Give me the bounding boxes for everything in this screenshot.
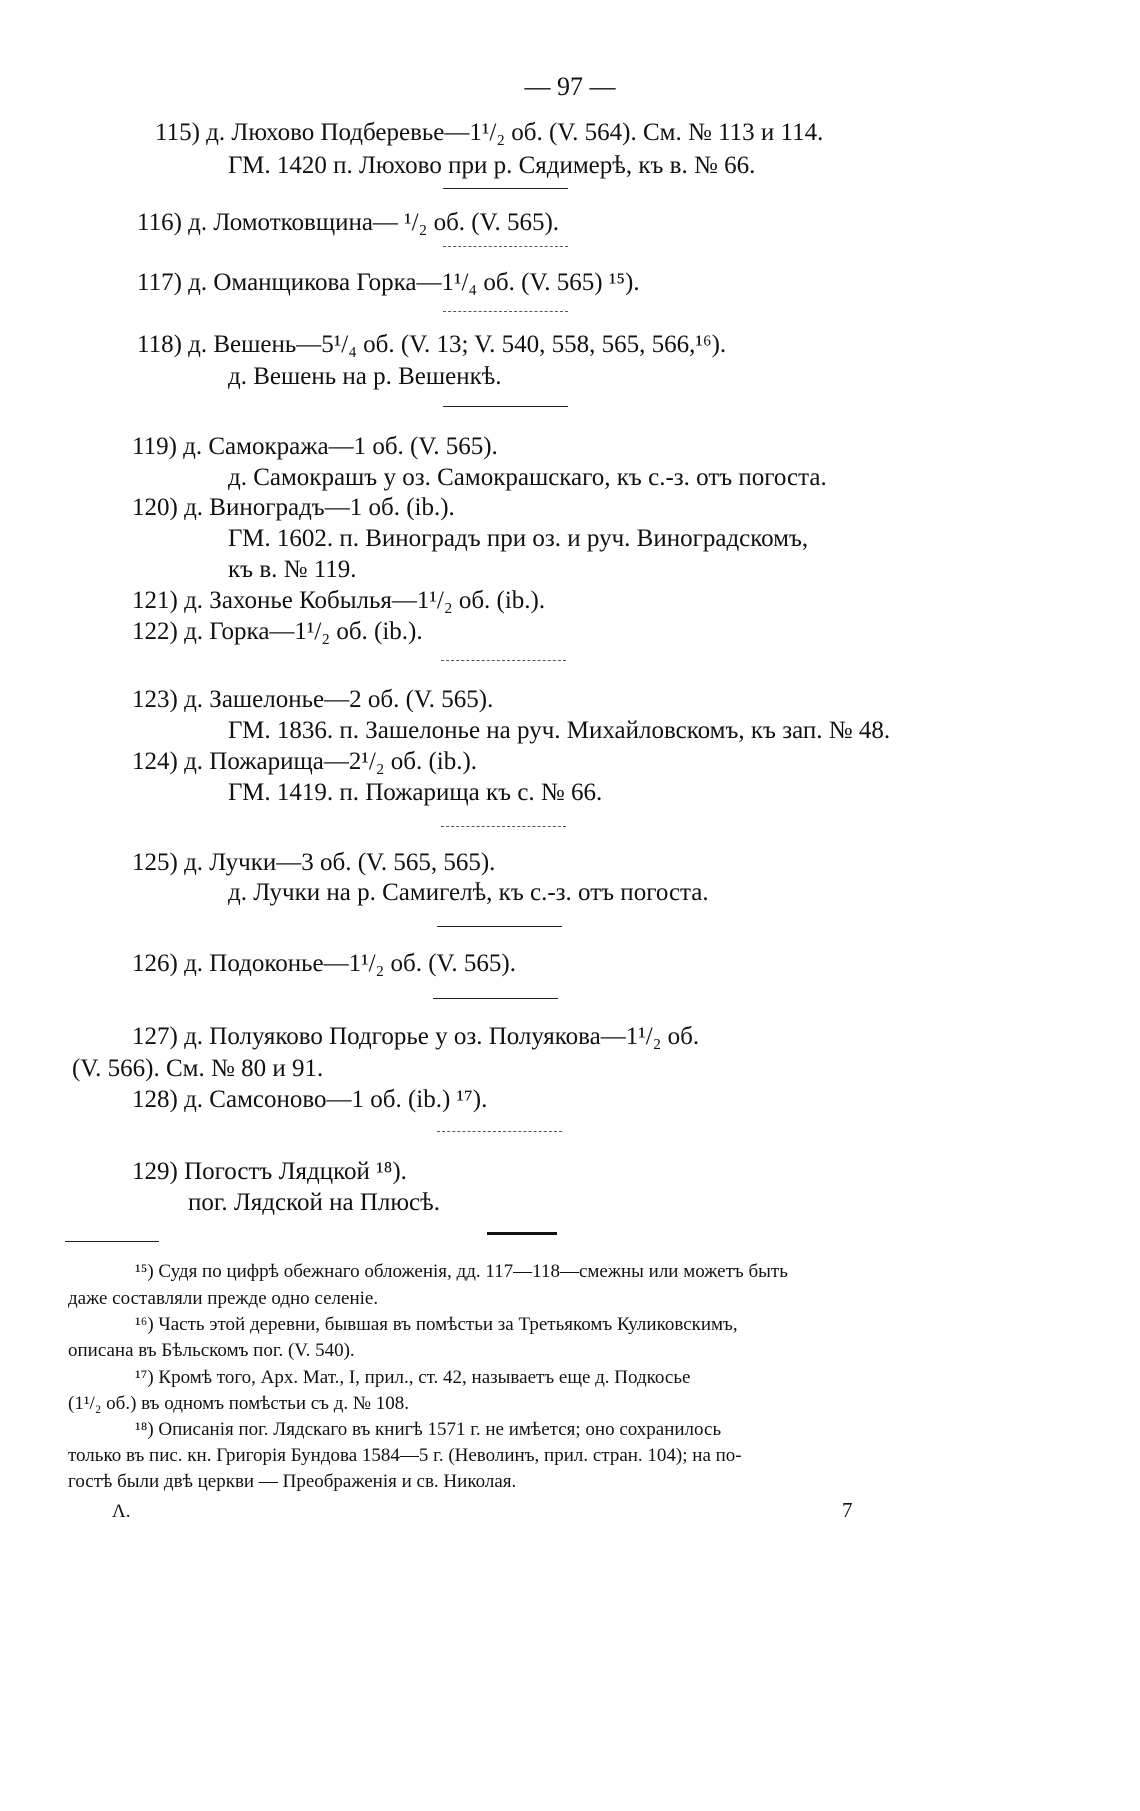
footnote-17-line-2: (1¹/₂ об.) въ одномъ помѣстьи съ д. № 108. bbox=[68, 1393, 410, 1414]
entry-119-line-1: 119) д. Самокража—1 об. (V. 565). bbox=[132, 433, 498, 460]
footnote-17-line-1: ¹⁷) Кромѣ того, Арх. Мат., I, прил., ст. 42, называетъ еще д. Подкосье bbox=[135, 1367, 691, 1388]
separator-rule bbox=[441, 826, 566, 827]
separator-rule bbox=[443, 246, 568, 247]
entry-118-line-1: 118) д. Вешень—5¹/₄ об. (V. 13; V. 540, 558, 565, 566,¹⁶). bbox=[137, 331, 727, 358]
separator-rule bbox=[441, 660, 566, 661]
footnote-18-line-2: только въ пис. кн. Григорія Бундова 1584—5 г. (Неволинъ, прил. стран. 104); на по- bbox=[68, 1445, 742, 1466]
separator-rule bbox=[443, 188, 568, 189]
entry-121: 121) д. Захонье Кобылья—1¹/₂ об. (ib.). bbox=[132, 587, 546, 614]
entry-124-line-1: 124) д. Пожарища—2¹/₂ об. (ib.). bbox=[132, 748, 478, 775]
separator-rule bbox=[433, 998, 558, 999]
entry-129-line-2: пог. Лядской на Плюсѣ. bbox=[188, 1189, 440, 1216]
separator-rule bbox=[437, 926, 562, 927]
entry-129-line-1: 129) Погостъ Лядцкой ¹⁸). bbox=[132, 1158, 407, 1185]
entry-119-line-2: д. Самокрашъ у оз. Самокрашскаго, къ с.-з. отъ погоста. bbox=[228, 464, 827, 491]
entry-115-line-2: ГМ. 1420 п. Люхово при р. Сядимерѣ, къ в. № 66. bbox=[228, 152, 756, 179]
footnote-15-line-2: даже составляли прежде одно селеніе. bbox=[68, 1288, 379, 1309]
entry-127-line-2: (V. 566). См. № 80 и 91. bbox=[72, 1055, 324, 1082]
separator-rule bbox=[443, 311, 568, 312]
entry-116: 116) д. Ломотковщина— ¹/₂ об. (V. 565). bbox=[137, 209, 560, 236]
entry-117: 117) д. Оманщикова Горка—1¹/₄ об. (V. 565) ¹⁵). bbox=[137, 269, 640, 296]
entry-125-line-2: д. Лучки на р. Самигелѣ, къ с.-з. отъ погоста. bbox=[228, 879, 709, 906]
footnote-15-line-1: ¹⁵) Судя по цифрѣ обежнаго обложенія, дд. 117—118—смежны или можетъ быть bbox=[135, 1261, 788, 1282]
footnote-18-line-1: ¹⁸) Описанія пог. Лядскаго въ книгѣ 1571 г. не имѣется; оно сохранилось bbox=[135, 1419, 722, 1440]
footnote-16-line-1: ¹⁶) Часть этой деревни, бывшая въ помѣстьи за Третьякомъ Куликовскимъ, bbox=[135, 1314, 738, 1335]
page-number: — 97 — bbox=[524, 72, 616, 101]
entry-120-line-2: ГМ. 1602. п. Виноградъ при оз. и руч. Виноградскомъ, bbox=[228, 525, 809, 552]
entry-124-line-2: ГМ. 1419. п. Пожарища къ с. № 66. bbox=[228, 779, 603, 806]
end-rule bbox=[487, 1232, 557, 1235]
entry-120-line-3: къ в. № 119. bbox=[228, 556, 357, 583]
entry-125-line-1: 125) д. Лучки—3 об. (V. 565, 565). bbox=[132, 849, 496, 876]
entry-122: 122) д. Горка—1¹/₂ об. (ib.). bbox=[132, 618, 423, 645]
separator-rule bbox=[443, 406, 568, 407]
footnote-18-line-3: гостѣ были двѣ церкви — Преображенія и св. Николая. bbox=[68, 1471, 517, 1492]
entry-115-line-1: 115) д. Люхово Подберевье—1¹/₂ об. (V. 564). См. № 113 и 114. bbox=[155, 119, 824, 146]
entry-120-line-1: 120) д. Виноградъ—1 об. (ib.). bbox=[132, 494, 455, 521]
separator-rule bbox=[437, 1131, 562, 1132]
entry-128: 128) д. Самсоново—1 об. (ib.) ¹⁷). bbox=[132, 1086, 488, 1113]
footnote-separator bbox=[65, 1241, 159, 1242]
entry-118-line-2: д. Вешень на р. Вешенкѣ. bbox=[228, 363, 502, 390]
signature-mark: Λ. bbox=[112, 1501, 131, 1522]
footnote-16-line-2: описана въ Бѣльскомъ пог. (V. 540). bbox=[68, 1340, 355, 1361]
entry-126: 126) д. Подоконье—1¹/₂ об. (V. 565). bbox=[132, 950, 516, 977]
entry-127-line-1: 127) д. Полуяково Подгорье у оз. Полуякова—1¹/₂ об. bbox=[132, 1023, 700, 1050]
sheet-number: 7 bbox=[842, 1498, 853, 1522]
entry-123-line-1: 123) д. Зашелонье—2 об. (V. 565). bbox=[132, 686, 494, 713]
entry-123-line-2: ГМ. 1836. п. Зашелонье на руч. Михайловскомъ, къ зап. № 48. bbox=[228, 717, 891, 744]
